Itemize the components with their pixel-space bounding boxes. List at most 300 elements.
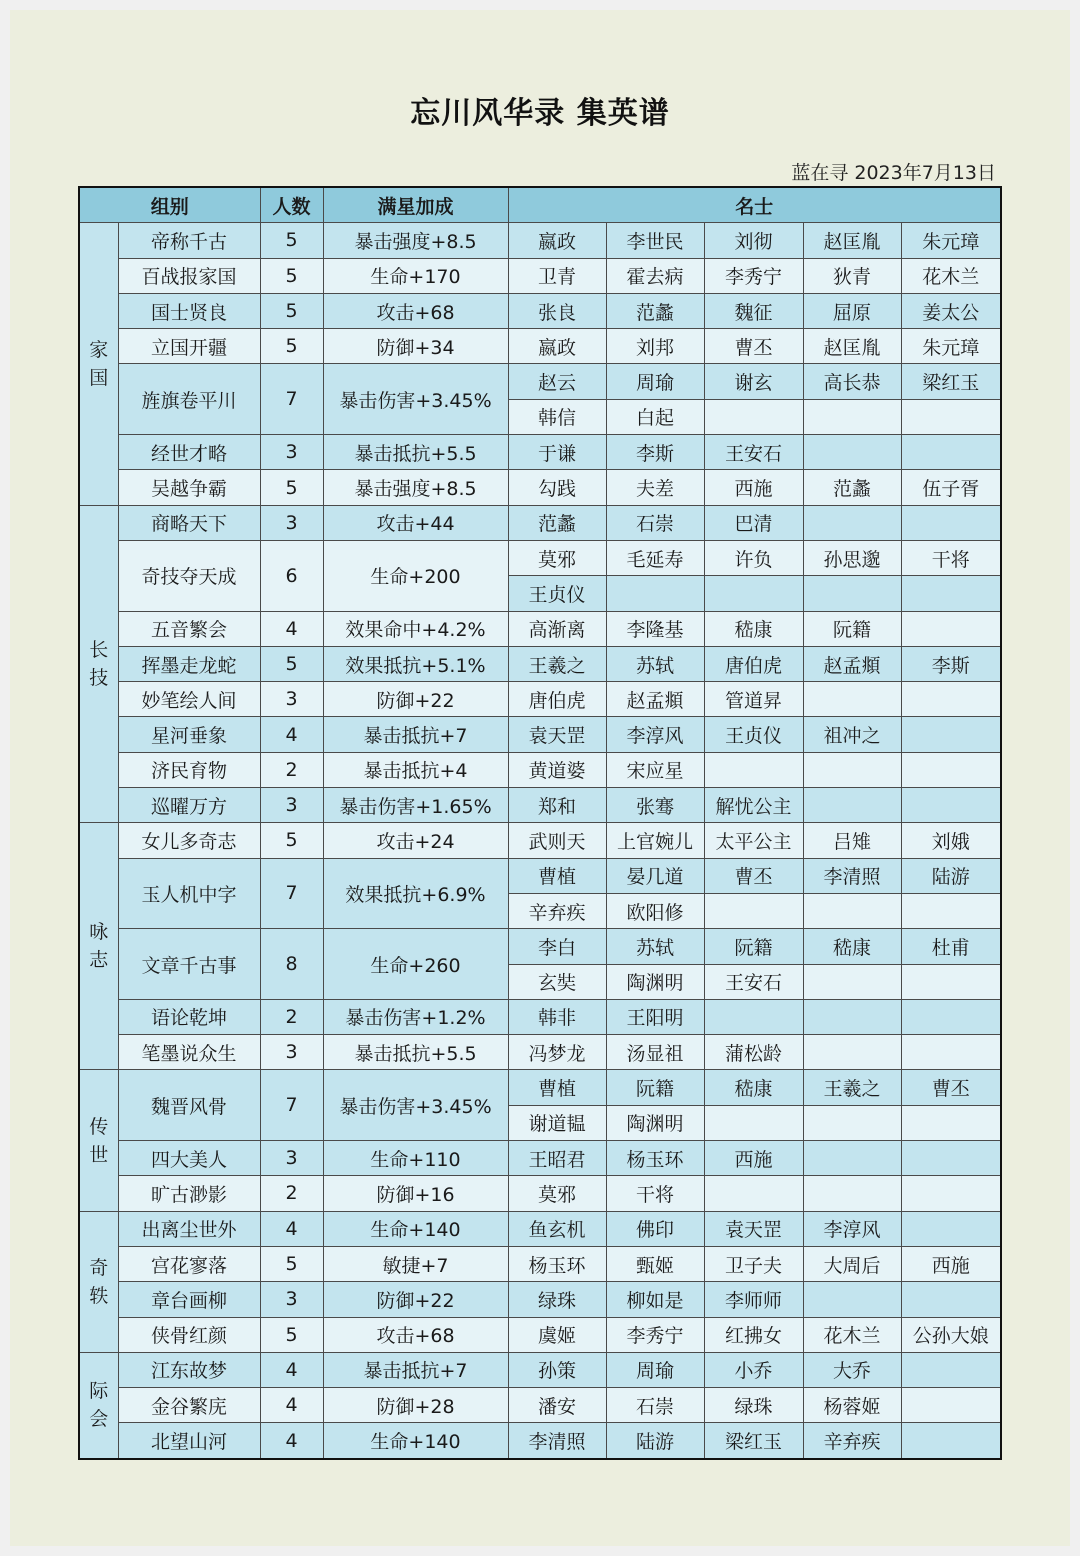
member-cell: 谢道韫 [508, 1105, 606, 1140]
member-cell [803, 752, 901, 787]
category-cell [79, 505, 118, 823]
member-cell: 上官婉儿 [606, 823, 704, 858]
member-cell [901, 399, 1001, 434]
group-count-cell: 8 [260, 929, 323, 1000]
member-cell [901, 1352, 1001, 1387]
member-cell: 嬴政 [508, 329, 606, 364]
group-name-cell: 玉人机中字 [118, 858, 260, 929]
group-name-cell: 金谷繁庑 [118, 1388, 260, 1423]
roster-table [78, 186, 1002, 1460]
member-cell: 王贞仪 [704, 717, 803, 752]
group-count-cell: 3 [260, 1282, 323, 1317]
category-label: 奇轶 [89, 1256, 109, 1307]
member-cell: 王安石 [704, 964, 803, 999]
member-cell [901, 1035, 1001, 1070]
category-label: 长技 [89, 639, 109, 689]
member-cell: 伍子胥 [901, 470, 1001, 505]
member-cell [803, 682, 901, 717]
group-bonus-cell: 效果命中+4.2% [323, 611, 508, 646]
member-cell [606, 576, 704, 611]
table-row [79, 470, 1001, 505]
member-cell: 夫差 [606, 470, 704, 505]
member-cell: 蒲松龄 [704, 1035, 803, 1070]
group-count-cell: 4 [260, 611, 323, 646]
member-cell: 赵孟頫 [606, 682, 704, 717]
member-cell [803, 1105, 901, 1140]
member-cell [803, 1141, 901, 1176]
member-cell: 晏几道 [606, 858, 704, 893]
member-cell: 杨玉环 [606, 1141, 704, 1176]
table-row [79, 1317, 1001, 1352]
table-row [79, 1035, 1001, 1070]
member-cell: 谢玄 [704, 364, 803, 399]
member-cell: 绿珠 [508, 1282, 606, 1317]
group-count-cell: 6 [260, 540, 323, 611]
member-cell: 大周后 [803, 1246, 901, 1281]
member-cell: 陆游 [606, 1423, 704, 1459]
group-name-cell: 语论乾坤 [118, 999, 260, 1034]
group-bonus-cell: 防御+16 [323, 1176, 508, 1211]
member-cell: 李淳风 [606, 717, 704, 752]
group-name-cell: 笔墨说众生 [118, 1035, 260, 1070]
member-cell: 梁红玉 [704, 1423, 803, 1459]
member-cell: 虞姬 [508, 1317, 606, 1352]
table-row [79, 1423, 1001, 1459]
category-cell [79, 1352, 118, 1458]
table-row [79, 788, 1001, 823]
group-name-cell: 出离尘世外 [118, 1211, 260, 1246]
member-cell: 高渐离 [508, 611, 606, 646]
member-cell: 周瑜 [606, 364, 704, 399]
member-cell: 陶渊明 [606, 1105, 704, 1140]
member-cell [803, 1035, 901, 1070]
group-name-cell: 奇技夺天成 [118, 540, 260, 611]
group-count-cell: 7 [260, 364, 323, 435]
member-cell: 曹丕 [901, 1070, 1001, 1105]
member-cell [901, 964, 1001, 999]
member-cell: 袁天罡 [508, 717, 606, 752]
member-cell: 小乔 [704, 1352, 803, 1387]
member-cell: 狄青 [803, 258, 901, 293]
group-count-cell: 5 [260, 1246, 323, 1281]
group-bonus-cell: 生命+170 [323, 258, 508, 293]
group-count-cell: 3 [260, 788, 323, 823]
group-bonus-cell: 暴击伤害+1.65% [323, 788, 508, 823]
category-label: 家国 [89, 338, 109, 389]
group-name-cell: 帝称千古 [118, 223, 260, 258]
member-cell [803, 964, 901, 999]
group-name-cell: 女儿多奇志 [118, 823, 260, 858]
member-cell: 李清照 [508, 1423, 606, 1459]
group-name-cell: 巡曜万方 [118, 788, 260, 823]
table-row [79, 611, 1001, 646]
header-group: 组别 [79, 187, 260, 223]
member-cell: 莫邪 [508, 1176, 606, 1211]
member-cell [901, 1211, 1001, 1246]
group-bonus-cell: 敏捷+7 [323, 1246, 508, 1281]
member-cell [901, 576, 1001, 611]
member-cell: 柳如是 [606, 1282, 704, 1317]
member-cell: 毛延寿 [606, 540, 704, 575]
member-cell: 红拂女 [704, 1317, 803, 1352]
group-name-cell: 文章千古事 [118, 929, 260, 1000]
member-cell [803, 505, 901, 540]
member-cell: 李白 [508, 929, 606, 964]
group-bonus-cell: 生命+140 [323, 1423, 508, 1459]
document-title: 忘川风华录 集英谱 [410, 96, 670, 131]
group-bonus-cell: 防御+22 [323, 1282, 508, 1317]
member-cell: 嵇康 [704, 611, 803, 646]
member-cell [803, 576, 901, 611]
member-cell: 阮籍 [606, 1070, 704, 1105]
group-count-cell: 4 [260, 1423, 323, 1459]
group-name-cell: 经世才略 [118, 435, 260, 470]
group-count-cell: 5 [260, 329, 323, 364]
member-cell: 赵匡胤 [803, 223, 901, 258]
member-cell: 嵇康 [704, 1070, 803, 1105]
member-cell: 吕雉 [803, 823, 901, 858]
group-bonus-cell: 防御+28 [323, 1388, 508, 1423]
member-cell: 张良 [508, 293, 606, 328]
group-name-cell: 四大美人 [118, 1141, 260, 1176]
member-cell: 范蠡 [606, 293, 704, 328]
member-cell: 刘彻 [704, 223, 803, 258]
member-cell [901, 505, 1001, 540]
member-cell [704, 399, 803, 434]
group-name-cell: 国士贤良 [118, 293, 260, 328]
group-count-cell: 5 [260, 223, 323, 258]
member-cell: 绿珠 [704, 1388, 803, 1423]
member-cell: 嵇康 [803, 929, 901, 964]
group-bonus-cell: 生命+200 [323, 540, 508, 611]
member-cell [803, 399, 901, 434]
group-count-cell: 3 [260, 682, 323, 717]
member-cell [901, 1282, 1001, 1317]
member-cell: 李秀宁 [704, 258, 803, 293]
table-row [79, 1070, 1001, 1105]
member-cell: 辛弃疾 [508, 893, 606, 928]
member-cell: 屈原 [803, 293, 901, 328]
member-cell: 李秀宁 [606, 1317, 704, 1352]
group-count-cell: 4 [260, 1211, 323, 1246]
group-name-cell: 立国开疆 [118, 329, 260, 364]
member-cell: 曹丕 [704, 329, 803, 364]
member-cell: 大乔 [803, 1352, 901, 1387]
member-cell [901, 611, 1001, 646]
member-cell: 李斯 [901, 646, 1001, 681]
member-cell: 许负 [704, 540, 803, 575]
group-bonus-cell: 防御+22 [323, 682, 508, 717]
category-label: 传世 [89, 1115, 109, 1166]
table-row [79, 646, 1001, 681]
table-row [79, 682, 1001, 717]
table-row [79, 717, 1001, 752]
member-cell: 范蠡 [508, 505, 606, 540]
table-row [79, 540, 1001, 575]
member-cell: 太平公主 [704, 823, 803, 858]
member-cell [901, 999, 1001, 1034]
group-name-cell: 旌旗卷平川 [118, 364, 260, 435]
document-subtitle: 蓝在寻 2023年7月13日 [791, 162, 996, 184]
group-name-cell: 北望山河 [118, 1423, 260, 1459]
member-cell [901, 435, 1001, 470]
member-cell: 王安石 [704, 435, 803, 470]
member-cell: 高长恭 [803, 364, 901, 399]
table-row [79, 1246, 1001, 1281]
member-cell: 陆游 [901, 858, 1001, 893]
member-cell: 李斯 [606, 435, 704, 470]
member-cell: 石崇 [606, 505, 704, 540]
member-cell: 韩信 [508, 399, 606, 434]
group-count-cell: 3 [260, 435, 323, 470]
member-cell: 赵云 [508, 364, 606, 399]
category-label: 咏志 [89, 921, 109, 972]
category-cell [79, 1070, 118, 1211]
member-cell: 辛弃疾 [803, 1423, 901, 1459]
member-cell: 袁天罡 [704, 1211, 803, 1246]
group-bonus-cell: 效果抵抗+6.9% [323, 858, 508, 929]
header-row [79, 187, 1001, 223]
category-cell [79, 223, 118, 505]
group-count-cell: 5 [260, 258, 323, 293]
member-cell [901, 717, 1001, 752]
table-row [79, 1352, 1001, 1387]
member-cell [803, 999, 901, 1034]
category-cell [79, 1211, 118, 1352]
member-cell [901, 752, 1001, 787]
member-cell [704, 893, 803, 928]
member-cell: 李淳风 [803, 1211, 901, 1246]
group-bonus-cell: 暴击强度+8.5 [323, 223, 508, 258]
member-cell [803, 893, 901, 928]
table-row [79, 1176, 1001, 1211]
member-cell: 郑和 [508, 788, 606, 823]
table-row [79, 858, 1001, 893]
member-cell [704, 752, 803, 787]
group-name-cell: 星河垂象 [118, 717, 260, 752]
member-cell: 赵孟頫 [803, 646, 901, 681]
member-cell: 杜甫 [901, 929, 1001, 964]
group-count-cell: 4 [260, 1352, 323, 1387]
member-cell: 王羲之 [803, 1070, 901, 1105]
member-cell: 花木兰 [803, 1317, 901, 1352]
group-name-cell: 侠骨红颜 [118, 1317, 260, 1352]
member-cell: 曹植 [508, 1070, 606, 1105]
member-cell: 莫邪 [508, 540, 606, 575]
member-cell: 李世民 [606, 223, 704, 258]
member-cell: 刘娥 [901, 823, 1001, 858]
member-cell: 唐伯虎 [704, 646, 803, 681]
member-cell [901, 893, 1001, 928]
member-cell [901, 1423, 1001, 1459]
member-cell: 魏征 [704, 293, 803, 328]
group-bonus-cell: 暴击抵抗+5.5 [323, 1035, 508, 1070]
group-count-cell: 3 [260, 505, 323, 540]
member-cell [901, 788, 1001, 823]
member-cell: 唐伯虎 [508, 682, 606, 717]
group-bonus-cell: 攻击+24 [323, 823, 508, 858]
member-cell: 李隆基 [606, 611, 704, 646]
member-cell: 朱元璋 [901, 329, 1001, 364]
member-cell: 霍去病 [606, 258, 704, 293]
group-name-cell: 五音繁会 [118, 611, 260, 646]
group-bonus-cell: 生命+140 [323, 1211, 508, 1246]
member-cell: 花木兰 [901, 258, 1001, 293]
member-cell: 王贞仪 [508, 576, 606, 611]
group-name-cell: 百战报家国 [118, 258, 260, 293]
member-cell: 甄姬 [606, 1246, 704, 1281]
member-cell: 干将 [901, 540, 1001, 575]
member-cell: 张骞 [606, 788, 704, 823]
group-count-cell: 7 [260, 858, 323, 929]
group-bonus-cell: 暴击抵抗+7 [323, 717, 508, 752]
table-row [79, 505, 1001, 540]
group-bonus-cell: 生命+260 [323, 929, 508, 1000]
member-cell: 巴清 [704, 505, 803, 540]
member-cell [704, 1105, 803, 1140]
member-cell: 苏轼 [606, 929, 704, 964]
member-cell [803, 435, 901, 470]
table-row [79, 752, 1001, 787]
table-row [79, 1388, 1001, 1423]
member-cell: 李师师 [704, 1282, 803, 1317]
group-bonus-cell: 暴击伤害+1.2% [323, 999, 508, 1034]
member-cell: 孙思邈 [803, 540, 901, 575]
table-row [79, 929, 1001, 964]
group-name-cell: 济民育物 [118, 752, 260, 787]
group-bonus-cell: 暴击抵抗+4 [323, 752, 508, 787]
header-bonus: 满星加成 [323, 187, 508, 223]
table-row [79, 1141, 1001, 1176]
table-row [79, 999, 1001, 1034]
member-cell [803, 1282, 901, 1317]
member-cell: 王羲之 [508, 646, 606, 681]
group-count-cell: 5 [260, 470, 323, 505]
group-count-cell: 7 [260, 1070, 323, 1141]
member-cell: 孙策 [508, 1352, 606, 1387]
member-cell [704, 1176, 803, 1211]
member-cell: 勾践 [508, 470, 606, 505]
group-name-cell: 魏晋风骨 [118, 1070, 260, 1141]
group-name-cell: 商略天下 [118, 505, 260, 540]
category-label: 际会 [89, 1380, 109, 1431]
group-count-cell: 4 [260, 717, 323, 752]
member-cell: 朱元璋 [901, 223, 1001, 258]
member-cell: 汤显祖 [606, 1035, 704, 1070]
member-cell: 管道昇 [704, 682, 803, 717]
member-cell: 石崇 [606, 1388, 704, 1423]
group-count-cell: 2 [260, 999, 323, 1034]
group-name-cell: 旷古渺影 [118, 1176, 260, 1211]
table-row [79, 1211, 1001, 1246]
member-cell: 宋应星 [606, 752, 704, 787]
group-bonus-cell: 暴击抵抗+7 [323, 1352, 508, 1387]
group-bonus-cell: 攻击+68 [323, 1317, 508, 1352]
group-name-cell: 江东故梦 [118, 1352, 260, 1387]
member-cell [901, 1105, 1001, 1140]
member-cell [704, 999, 803, 1034]
member-cell: 欧阳修 [606, 893, 704, 928]
member-cell [704, 576, 803, 611]
member-cell: 陶渊明 [606, 964, 704, 999]
member-cell: 韩非 [508, 999, 606, 1034]
group-count-cell: 2 [260, 1176, 323, 1211]
member-cell: 姜太公 [901, 293, 1001, 328]
group-count-cell: 5 [260, 293, 323, 328]
member-cell: 武则天 [508, 823, 606, 858]
group-bonus-cell: 防御+34 [323, 329, 508, 364]
category-cell [79, 823, 118, 1070]
member-cell [901, 1176, 1001, 1211]
member-cell [803, 1176, 901, 1211]
member-cell: 西施 [901, 1246, 1001, 1281]
group-bonus-cell: 暴击抵抗+5.5 [323, 435, 508, 470]
member-cell: 杨玉环 [508, 1246, 606, 1281]
header-count: 人数 [260, 187, 323, 223]
member-cell [901, 1388, 1001, 1423]
group-bonus-cell: 生命+110 [323, 1141, 508, 1176]
member-cell: 杨蓉姬 [803, 1388, 901, 1423]
group-count-cell: 5 [260, 823, 323, 858]
member-cell: 祖冲之 [803, 717, 901, 752]
table-row [79, 258, 1001, 293]
group-count-cell: 5 [260, 1317, 323, 1352]
table-row [79, 364, 1001, 399]
member-cell: 公孙大娘 [901, 1317, 1001, 1352]
group-bonus-cell: 暴击伤害+3.45% [323, 364, 508, 435]
member-cell: 王昭君 [508, 1141, 606, 1176]
group-name-cell: 吴越争霸 [118, 470, 260, 505]
group-count-cell: 3 [260, 1035, 323, 1070]
group-name-cell: 妙笔绘人间 [118, 682, 260, 717]
member-cell: 白起 [606, 399, 704, 434]
member-cell: 王阳明 [606, 999, 704, 1034]
member-cell: 范蠡 [803, 470, 901, 505]
group-count-cell: 2 [260, 752, 323, 787]
member-cell: 于谦 [508, 435, 606, 470]
member-cell: 卫青 [508, 258, 606, 293]
member-cell: 黄道婆 [508, 752, 606, 787]
table-row [79, 823, 1001, 858]
group-count-cell: 5 [260, 646, 323, 681]
group-bonus-cell: 效果抵抗+5.1% [323, 646, 508, 681]
member-cell: 刘邦 [606, 329, 704, 364]
member-cell: 解忧公主 [704, 788, 803, 823]
group-bonus-cell: 攻击+68 [323, 293, 508, 328]
member-cell: 玄奘 [508, 964, 606, 999]
group-name-cell: 宫花寥落 [118, 1246, 260, 1281]
roster-body [79, 223, 1001, 1459]
member-cell: 梁红玉 [901, 364, 1001, 399]
member-cell: 西施 [704, 1141, 803, 1176]
member-cell: 苏轼 [606, 646, 704, 681]
table-row [79, 223, 1001, 258]
table-row [79, 293, 1001, 328]
member-cell: 阮籍 [803, 611, 901, 646]
member-cell: 冯梦龙 [508, 1035, 606, 1070]
member-cell: 阮籍 [704, 929, 803, 964]
member-cell: 曹丕 [704, 858, 803, 893]
member-cell: 西施 [704, 470, 803, 505]
table-row [79, 435, 1001, 470]
member-cell: 潘安 [508, 1388, 606, 1423]
member-cell [803, 788, 901, 823]
member-cell: 卫子夫 [704, 1246, 803, 1281]
group-name-cell: 章台画柳 [118, 1282, 260, 1317]
table-row [79, 1282, 1001, 1317]
member-cell [901, 682, 1001, 717]
header-members: 名士 [508, 187, 1001, 223]
